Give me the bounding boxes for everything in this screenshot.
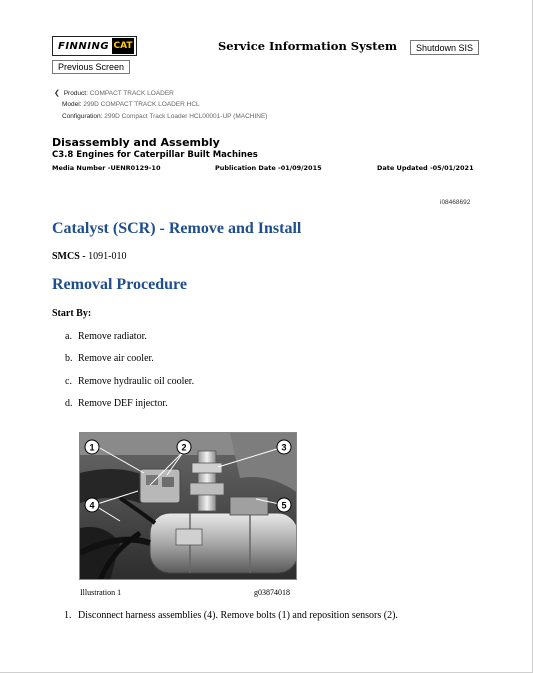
- logo-text: FINNING: [58, 40, 110, 52]
- callout-label: 4: [89, 500, 95, 511]
- chevron-left-icon[interactable]: ❮: [54, 90, 60, 97]
- document-title: Disassembly and Assembly: [52, 136, 220, 149]
- configuration-label: Configuration:: [62, 113, 103, 120]
- document-id: i08468692: [440, 199, 471, 206]
- model-value: 299D COMPACT TRACK LOADER HCL: [83, 101, 200, 108]
- smcs-value: 1091-010: [88, 251, 127, 262]
- callout-label: 1: [89, 442, 95, 453]
- list-item: [65, 353, 154, 364]
- engine-photo-drawing: [80, 433, 297, 580]
- callout-5: [277, 498, 291, 512]
- list-text: Remove hydraulic oil cooler.: [78, 376, 195, 387]
- app-title: Service Information System: [218, 39, 398, 53]
- list-item: [65, 398, 168, 409]
- step-text: Disconnect harness assemblies (4). Remove bolts (1) and reposition sensors (2).: [78, 610, 398, 621]
- product-row: [54, 89, 174, 97]
- illustration-photo: [79, 432, 297, 580]
- list-marker: a.: [65, 331, 72, 342]
- list-text: Remove DEF injector.: [78, 398, 168, 409]
- product-label: Product:: [63, 90, 88, 97]
- page-heading: Catalyst (SCR) - Remove and Install: [52, 220, 302, 237]
- list-item: [65, 331, 147, 342]
- list-text: Remove air cooler.: [78, 353, 154, 364]
- illustration-caption: Illustration 1: [80, 588, 122, 597]
- smcs-code: [52, 251, 126, 262]
- callout-label: 2: [181, 442, 187, 453]
- callout-label: 5: [281, 500, 287, 511]
- smcs-label: SMCS -: [52, 251, 86, 262]
- procedure-step: [64, 610, 398, 621]
- callout-2: [177, 440, 191, 454]
- list-item: [65, 376, 194, 387]
- shutdown-sis-button[interactable]: Shutdown SIS: [410, 40, 479, 55]
- document-subtitle: C3.8 Engines for Caterpillar Built Machines: [52, 150, 258, 160]
- section-heading: Removal Procedure: [52, 276, 187, 293]
- configuration-row: [62, 113, 267, 120]
- callout-4: [85, 498, 99, 512]
- finning-cat-logo: [52, 36, 137, 56]
- list-text: Remove radiator.: [78, 331, 147, 342]
- list-marker: d.: [65, 398, 73, 409]
- configuration-value: 299D Compact Track Loader HCL00001-UP (MACHINE): [104, 113, 268, 120]
- model-row: [62, 101, 200, 108]
- previous-screen-button[interactable]: Previous Screen: [52, 60, 130, 74]
- media-number: Media Number -UENR0129-10: [52, 164, 161, 172]
- product-value: COMPACT TRACK LOADER: [89, 90, 174, 97]
- model-label: Model:: [62, 101, 82, 108]
- date-updated: Date Updated -05/01/2021: [377, 164, 474, 172]
- list-marker: c.: [65, 376, 72, 387]
- callout-1: [85, 440, 99, 454]
- step-marker: 1.: [64, 610, 72, 621]
- start-by-label: Start By:: [52, 308, 92, 319]
- list-marker: b.: [65, 353, 73, 364]
- illustration-id: g03874018: [254, 588, 290, 597]
- cat-badge: CAT: [112, 38, 134, 54]
- callout-3: [277, 440, 291, 454]
- callout-label: 3: [281, 442, 287, 453]
- publication-date: Publication Date -01/09/2015: [215, 164, 322, 172]
